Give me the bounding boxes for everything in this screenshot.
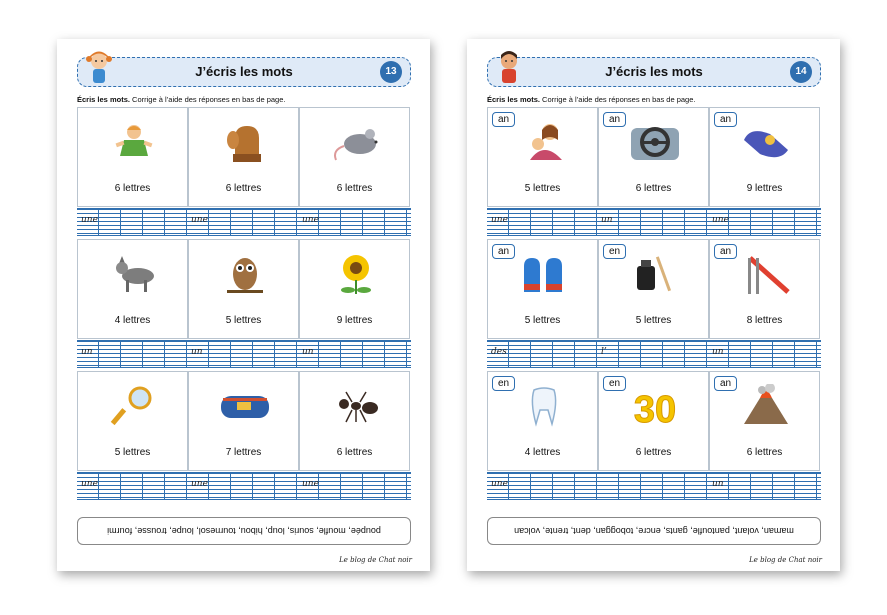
sound-tag: an — [714, 112, 737, 127]
word-cell — [709, 239, 820, 339]
article-hint: une — [191, 215, 208, 225]
article-hint: des — [491, 347, 507, 357]
letter-count: 4 lettres — [114, 315, 151, 326]
mother-child-icon — [518, 120, 570, 164]
letter-count: 5 lettres — [524, 315, 561, 326]
word-cell — [188, 371, 299, 471]
sunflower-icon — [330, 252, 382, 296]
sound-tag: an — [714, 244, 737, 259]
article-hint: un — [712, 347, 724, 357]
letter-count: 6 lettres — [114, 183, 151, 194]
steering-wheel-icon — [629, 120, 681, 164]
owl-icon — [219, 252, 271, 296]
title-banner — [487, 57, 821, 87]
letter-count: 6 lettres — [336, 447, 373, 458]
answer-box — [77, 517, 411, 545]
answer-text: maman, volant, pantoufle, gants, encre, toboggan, dent, trente, volcan — [514, 526, 794, 536]
sound-tag: en — [603, 244, 626, 259]
article-hint: une — [81, 479, 98, 489]
tooth-icon — [518, 384, 570, 428]
article-hint: un — [712, 479, 724, 489]
word-cell — [299, 107, 410, 207]
writing-lines[interactable] — [77, 208, 411, 236]
instruction: Écris les mots. Corrige à l’aide des réponses en bas de page. — [77, 95, 286, 104]
article-hint: un — [302, 347, 314, 357]
sound-tag: an — [492, 244, 515, 259]
page-title: J’écris les mots — [195, 64, 293, 79]
article-hint: une — [491, 479, 508, 489]
volcano-icon — [740, 384, 792, 428]
word-cell — [598, 371, 709, 471]
word-cell — [487, 371, 598, 471]
article-hint: une — [712, 215, 729, 225]
letter-count: 4 lettres — [524, 447, 561, 458]
word-cell — [77, 371, 188, 471]
wolf-icon — [108, 252, 160, 296]
answer-box — [487, 517, 821, 545]
article-hint: une — [491, 215, 508, 225]
blog-credit: Le blog de Chat noir — [749, 556, 822, 564]
sound-tag: an — [603, 112, 626, 127]
article-hint: une — [191, 479, 208, 489]
article-hint: une — [302, 479, 319, 489]
writing-lines[interactable] — [77, 472, 411, 500]
doll-icon — [108, 120, 160, 164]
writing-lines[interactable] — [487, 472, 821, 500]
ink-bottle-icon — [629, 252, 681, 296]
pencil-case-icon — [219, 384, 271, 428]
word-cell — [188, 107, 299, 207]
article-hint: l’ — [601, 347, 607, 357]
word-cell — [598, 107, 709, 207]
word-cell — [487, 239, 598, 339]
letter-count: 5 lettres — [225, 315, 262, 326]
letter-count: 6 lettres — [225, 183, 262, 194]
girl-mascot-icon — [85, 49, 113, 85]
gloves-icon — [518, 252, 570, 296]
number-thirty-icon — [629, 384, 681, 428]
answer-text: poupée, moufle, souris, loup, hibou, tournesol, loupe, trousse, fourmi — [107, 526, 381, 536]
ant-icon — [330, 384, 382, 428]
word-cell — [709, 371, 820, 471]
word-cell — [487, 107, 598, 207]
letter-count: 6 lettres — [635, 447, 672, 458]
writing-lines[interactable] — [487, 208, 821, 236]
thirty-numeral: 30 — [633, 389, 677, 428]
boy-mascot-icon — [495, 49, 523, 85]
title-banner — [77, 57, 411, 87]
article-hint: un — [191, 347, 203, 357]
letter-count: 6 lettres — [635, 183, 672, 194]
blog-credit: Le blog de Chat noir — [339, 556, 412, 564]
article-hint: un — [81, 347, 93, 357]
word-cell — [77, 239, 188, 339]
slipper-icon — [740, 120, 792, 164]
writing-lines[interactable] — [487, 340, 821, 368]
letter-count: 7 lettres — [225, 447, 262, 458]
letter-count: 6 lettres — [746, 447, 783, 458]
mitten-icon — [219, 120, 271, 164]
sound-tag: en — [603, 376, 626, 391]
article-hint: un — [601, 215, 613, 225]
word-cell — [77, 107, 188, 207]
mouse-icon — [330, 120, 382, 164]
instruction: Écris les mots. Corrige à l’aide des réponses en bas de page. — [487, 95, 696, 104]
letter-count: 5 lettres — [635, 315, 672, 326]
word-cell — [299, 371, 410, 471]
letter-count: 9 lettres — [336, 315, 373, 326]
page-number-badge: 13 — [380, 61, 402, 83]
letter-count: 8 lettres — [746, 315, 783, 326]
sound-tag: en — [492, 376, 515, 391]
letter-count: 9 lettres — [746, 183, 783, 194]
slide-icon — [740, 252, 792, 296]
page-title: J’écris les mots — [605, 64, 703, 79]
worksheet-page-13 — [57, 39, 430, 571]
worksheet-page-14 — [467, 39, 840, 571]
letter-count: 6 lettres — [336, 183, 373, 194]
article-hint: une — [302, 215, 319, 225]
sound-tag: an — [714, 376, 737, 391]
page-number-badge: 14 — [790, 61, 812, 83]
word-cell — [709, 107, 820, 207]
writing-lines[interactable] — [77, 340, 411, 368]
sound-tag: an — [492, 112, 515, 127]
letter-count: 5 lettres — [524, 183, 561, 194]
magnifier-icon — [108, 384, 160, 428]
article-hint: une — [81, 215, 98, 225]
word-cell — [188, 239, 299, 339]
word-cell — [598, 239, 709, 339]
word-cell — [299, 239, 410, 339]
letter-count: 5 lettres — [114, 447, 151, 458]
